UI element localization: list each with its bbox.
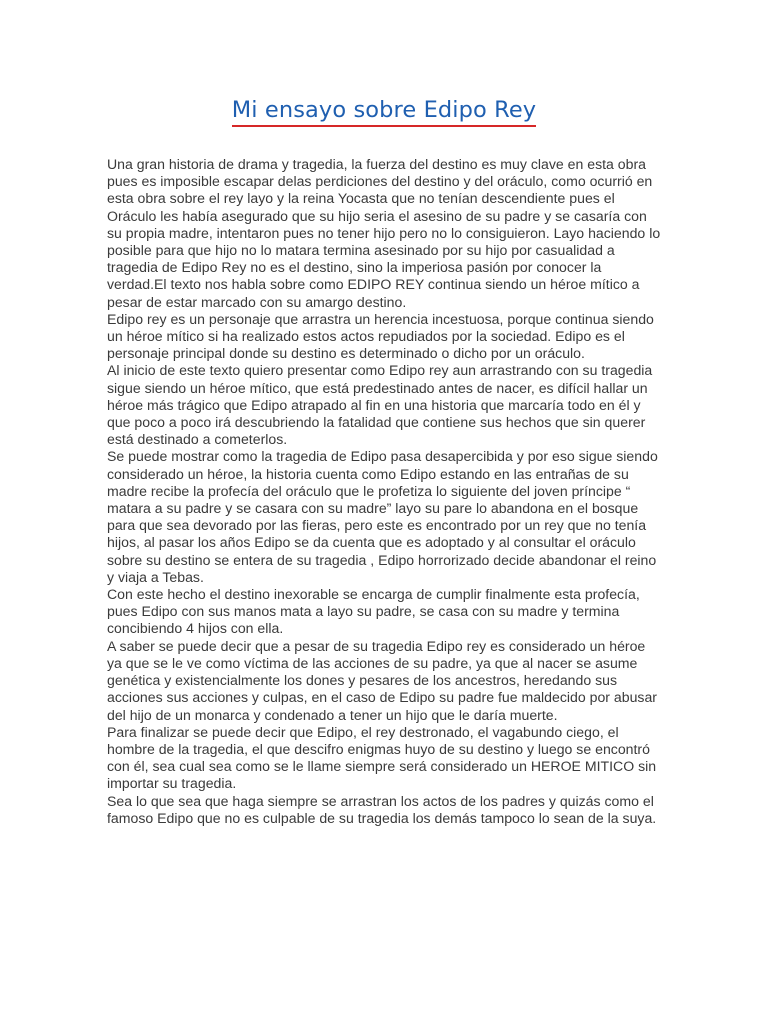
page-title: Mi ensayo sobre Edipo Rey [232, 95, 536, 127]
essay-paragraph-2: Edipo rey es un personaje que arrastra un herencia incestuosa, porque continua siendo un héroe mítico si ha realizado estos actos repudiados por la sociedad. Edipo es el personaje principal donde su destino es determinado o dicho por un oráculo. [107, 310, 654, 362]
essay-paragraph-6: A saber se puede decir que a pesar de su tragedia Edipo rey es considerado un héroe ya que se le ve como víctima de las acciones de su padre, ya que al nacer se asume genética y existencialmente los dones y pesares de los ancestros, heredando sus acciones sus acciones y culpas, en el caso de Edipo su padre fue maldecido por abusar del hijo de un monarca y condenado a tener un hijo que le daría muerte. [107, 637, 657, 723]
page-title-container [0, 88, 768, 127]
essay-paragraph-1: Una gran historia de drama y tragedia, la fuerza del destino es muy clave en esta obra pues es imposible escapar delas perdiciones del destino y del oráculo, como ocurrió en esta obra sobre el rey layo y la reina Yocasta que no tenían descendiente pues el Oráculo les había asegurado que su hijo seria el asesino de su padre y se casaría con su propia madre, intentaron pues no tener hijo pero no lo consiguieron. Layo haciendo lo posible para que hijo no lo matara termina asesinado por su hijo por casualidad a tragedia de Edipo Rey no es el destino, sino la imperiosa pasión por conocer la verdad.El texto nos habla sobre como EDIPO REY continua siendo un héroe mítico a pesar de estar marcado con su amargo destino. [107, 156, 661, 310]
essay-paragraph-4: Se puede mostrar como la tragedia de Edipo pasa desapercibida y por eso sigue siendo considerado un héroe, la historia cuenta como Edipo estando en las entrañas de su madre recibe la profecía del oráculo que le profetiza lo siguiente del joven príncipe “ matara a su padre y se casara con su madre” layo su pare lo abandona en el bosque para que sea devorado por las fieras, pero este es encontrado por un rey que no tenía hijos, al pasar los años Edipo se da cuenta que es adoptado y al consultar el oráculo sobre su destino se entera de su tragedia , Edipo horrorizado decide abandonar el reino y viaja a Tebas. [107, 448, 658, 585]
essay-paragraph-7: Para finalizar se puede decir que Edipo, el rey destronado, el vagabundo ciego, el hombre de la tragedia, el que descifro enigmas huyo de su destino y luego se encontró con él, sea cual sea como se le llame siempre será considerado un HEROE MITICO sin importar su tragedia. [107, 723, 657, 792]
essay-paragraph-5: Con este hecho el destino inexorable se encarga de cumplir finalmente esta profecía, pues Edipo con sus manos mata a layo su padre, se casa con su madre y termina concibiendo 4 hijos con ella. [107, 586, 640, 637]
essay-body [107, 156, 662, 827]
essay-paragraph-3: Al inicio de este texto quiero presentar como Edipo rey aun arrastrando con su tragedia sigue siendo un héroe mítico, que está predestinado antes de nacer, es difícil hallar un héroe más trágico que Edipo atrapado al fin en una historia que marcaría todo en él y que poco a poco irá descubriendo la fatalidad que contiene sus hechos que sin querer está destinado a cometerlos. [107, 362, 653, 448]
essay-paragraph-8: Sea lo que sea que haga siempre se arrastran los actos de los padres y quizás como el famoso Edipo que no es culpable de su tragedia los demás tampoco lo sean de la suya. [107, 792, 657, 826]
